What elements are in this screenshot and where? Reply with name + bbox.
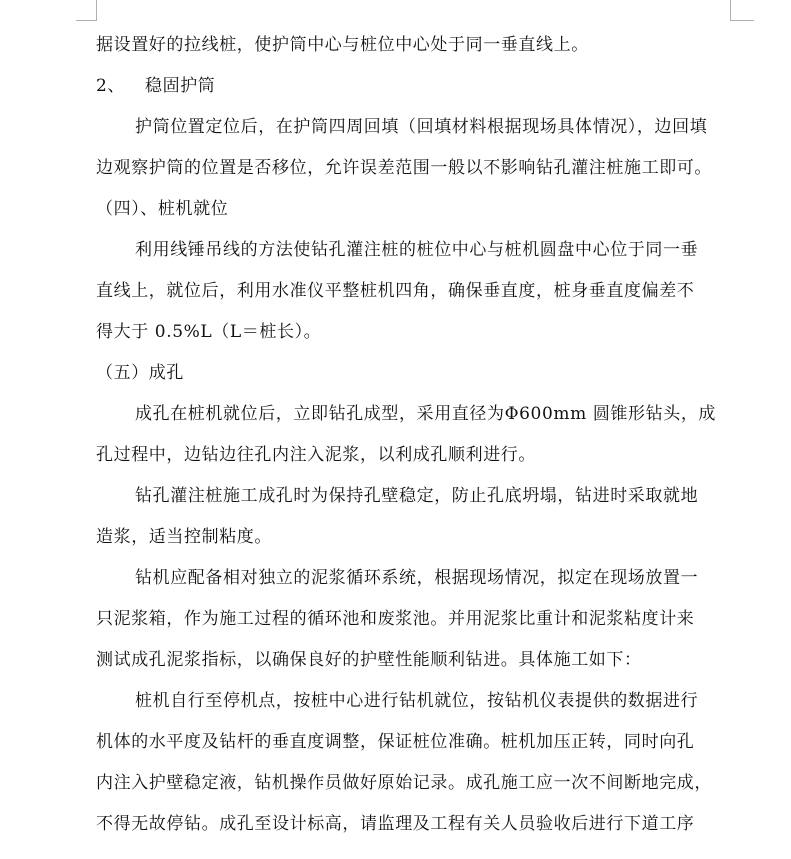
- paragraph-line: 直线上，就位后，利用水准仪平整桩机四角，确保垂直度，桩身垂直度偏差不: [96, 281, 695, 301]
- paragraph-line: 不得无故停钻。成孔至设计标高，请监理及工程有关人员验收后进行下道工序: [96, 814, 695, 834]
- paragraph-line: 测试成孔泥浆指标，以确保良好的护壁性能顺利钻进。具体施工如下：: [96, 650, 642, 670]
- crop-mark-left-vertical: [96, 0, 97, 20]
- crop-mark-left-horizontal: [76, 20, 97, 21]
- paragraph-line: 孔过程中，边钻边往孔内注入泥浆，以利成孔顺利进行。: [96, 445, 536, 465]
- paragraph-line: 桩机自行至停机点，按桩中心进行钻机就位，按钻机仪表提供的数据进行: [135, 691, 699, 711]
- paragraph-line: 边观察护筒的位置是否移位，允许误差范围一般以不影响钻孔灌注桩施工即可。: [96, 158, 712, 178]
- crop-mark-right-vertical: [730, 0, 731, 20]
- paragraph-line: 钻孔灌注桩施工成孔时为保持孔壁稳定，防止孔底坍塌，钻进时采取就地: [135, 486, 699, 506]
- crop-mark-right-horizontal: [730, 20, 754, 21]
- section-heading: （五）成孔: [96, 363, 184, 383]
- paragraph-line: 利用线锤吊线的方法使钻孔灌注桩的桩位中心与桩机圆盘中心位于同一垂: [135, 240, 699, 260]
- section-heading-title: 稳固护筒: [145, 76, 216, 96]
- paragraph-line: 据设置好的拉线桩，使护筒中心与桩位中心处于同一垂直线上。: [96, 35, 589, 55]
- paragraph-line: 机体的水平度及钻杆的垂直度调整，保证桩位准确。桩机加压正转，同时向孔: [96, 732, 695, 752]
- paragraph-line: 只泥浆箱，作为施工过程的循环池和废浆池。并用泥浆比重计和泥浆粘度计来: [96, 609, 695, 629]
- paragraph-line: 钻机应配备相对独立的泥浆循环系统，根据现场情况，拟定在现场放置一: [135, 568, 699, 588]
- paragraph-line: 成孔在桩机就位后，立即钻孔成型，采用直径为Φ600mm 圆锥形钻头，成: [135, 404, 717, 424]
- paragraph-line: 造浆，适当控制粘度。: [96, 527, 272, 547]
- paragraph-line: 得大于 0.5%L（L＝桩长）。: [96, 322, 322, 342]
- section-heading: （四）、桩机就位: [96, 199, 229, 219]
- paragraph-line: 护筒位置定位后，在护筒四周回填（回填材料根据现场具体情况），边回填: [135, 117, 708, 137]
- section-heading-number: 2、: [96, 76, 126, 96]
- paragraph-line: 内注入护壁稳定液，钻机操作员做好原始记录。成孔施工应一次不间断地完成，: [96, 773, 712, 793]
